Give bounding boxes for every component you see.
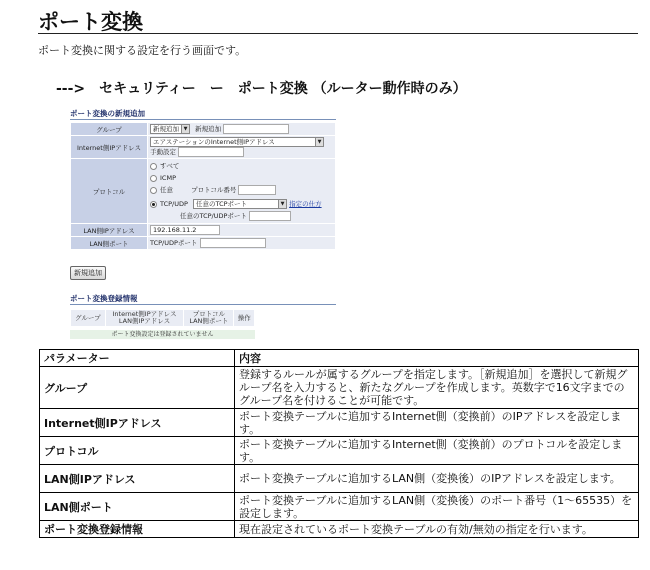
protocol-all-label: すべて <box>160 162 180 170</box>
protocol-number-input[interactable] <box>238 185 276 195</box>
registered-divider <box>70 304 336 305</box>
manual-setting-label: 手動設定 <box>150 148 176 156</box>
tcp-port-select[interactable]: 任意のTCPポート <box>193 199 279 209</box>
col-internet-lan-ip: Internet側IPアドレス LAN側IPアドレス <box>105 310 184 327</box>
col-protocol-lan-port: プロトコル LAN側ポート <box>184 310 234 327</box>
protocol-number-label: プロトコル番号 <box>191 186 237 194</box>
group-label: グループ <box>71 123 148 136</box>
chevron-down-icon[interactable]: ▼ <box>278 199 287 209</box>
chevron-down-icon[interactable]: ▼ <box>181 124 190 134</box>
new-entry-heading: ポート変換の新規追加 <box>70 109 145 118</box>
add-button[interactable]: 新規追加 <box>70 266 106 280</box>
param-name: ポート変換登録情報 <box>40 521 235 538</box>
protocol-any-radio[interactable] <box>150 187 157 194</box>
any-port-input[interactable] <box>249 211 291 221</box>
how-to-specify-link[interactable]: 指定の仕方 <box>289 200 322 208</box>
parameter-table <box>39 349 639 538</box>
protocol-all-radio[interactable] <box>150 163 157 170</box>
param-name: LAN側IPアドレス <box>40 465 235 493</box>
port-forward-form <box>70 122 336 250</box>
registered-table-header <box>70 309 255 327</box>
lan-ip-label: LAN側IPアドレス <box>71 224 148 237</box>
lan-ip-input[interactable]: 192.168.11.2 <box>150 225 220 235</box>
param-name: グループ <box>40 367 235 409</box>
title-divider <box>38 33 638 34</box>
manual-ip-input[interactable] <box>178 147 244 157</box>
internet-ip-label: Internet側IPアドレス <box>71 136 148 159</box>
param-desc: ポート変換テーブルに追加するLAN側（変換後）のポート番号（1〜65535）を設定します。 <box>235 493 639 521</box>
new-entry-divider <box>70 119 336 120</box>
lan-port-type-label: TCP/UDPポート <box>150 239 198 247</box>
registered-empty-message: ポート変換設定は登録されていません <box>70 330 255 339</box>
new-group-input[interactable] <box>223 124 289 134</box>
breadcrumb: ---> セキュリティー ー ポート変換 （ルーター動作時のみ） <box>56 81 467 97</box>
protocol-tcpudp-radio[interactable] <box>150 201 157 208</box>
param-desc: ポート変換テーブルに追加するInternet側（変換前）のIPアドレスを設定します。 <box>235 409 639 437</box>
param-name: Internet側IPアドレス <box>40 409 235 437</box>
any-port-label: 任意のTCP/UDPポート <box>180 212 247 220</box>
content-header: 内容 <box>235 350 639 367</box>
page-title: ポート変換 <box>38 10 143 34</box>
param-desc: 現在設定されているポート変換テーブルの有効/無効の指定を行います。 <box>235 521 639 538</box>
col-action: 操作 <box>234 310 255 327</box>
param-desc: 登録するルールが属するグループを指定します。［新規追加］を選択して新規グループ名を入力すると、新たなグループを作成します。英数字で16文字までのグループ名を付けることが可能です。 <box>235 367 639 409</box>
col-group: グループ <box>71 310 106 327</box>
param-name: プロトコル <box>40 437 235 465</box>
param-desc: ポート変換テーブルに追加するLAN側（変換後）のIPアドレスを設定します。 <box>235 465 639 493</box>
internet-ip-select[interactable]: エアステーションのInternet側IPアドレス <box>150 137 316 147</box>
param-desc: ポート変換テーブルに追加するInternet側（変換前）のプロトコルを設定します。 <box>235 437 639 465</box>
protocol-label: プロトコル <box>71 159 148 224</box>
lan-port-label: LAN側ポート <box>71 237 148 250</box>
protocol-tcpudp-label: TCP/UDP <box>160 200 188 208</box>
protocol-icmp-radio[interactable] <box>150 175 157 182</box>
page-description: ポート変換に関する設定を行う画面です。 <box>38 44 247 57</box>
chevron-down-icon[interactable]: ▼ <box>315 137 324 147</box>
protocol-any-label: 任意 <box>160 186 173 194</box>
group-select[interactable]: 新規追加 <box>150 124 182 134</box>
protocol-icmp-label: ICMP <box>160 174 176 182</box>
registered-heading: ポート変換登録情報 <box>70 294 138 303</box>
new-group-label: 新規追加 <box>195 125 222 133</box>
param-name: LAN側ポート <box>40 493 235 521</box>
lan-port-input[interactable] <box>200 238 266 248</box>
param-header: パラメーター <box>40 350 235 367</box>
